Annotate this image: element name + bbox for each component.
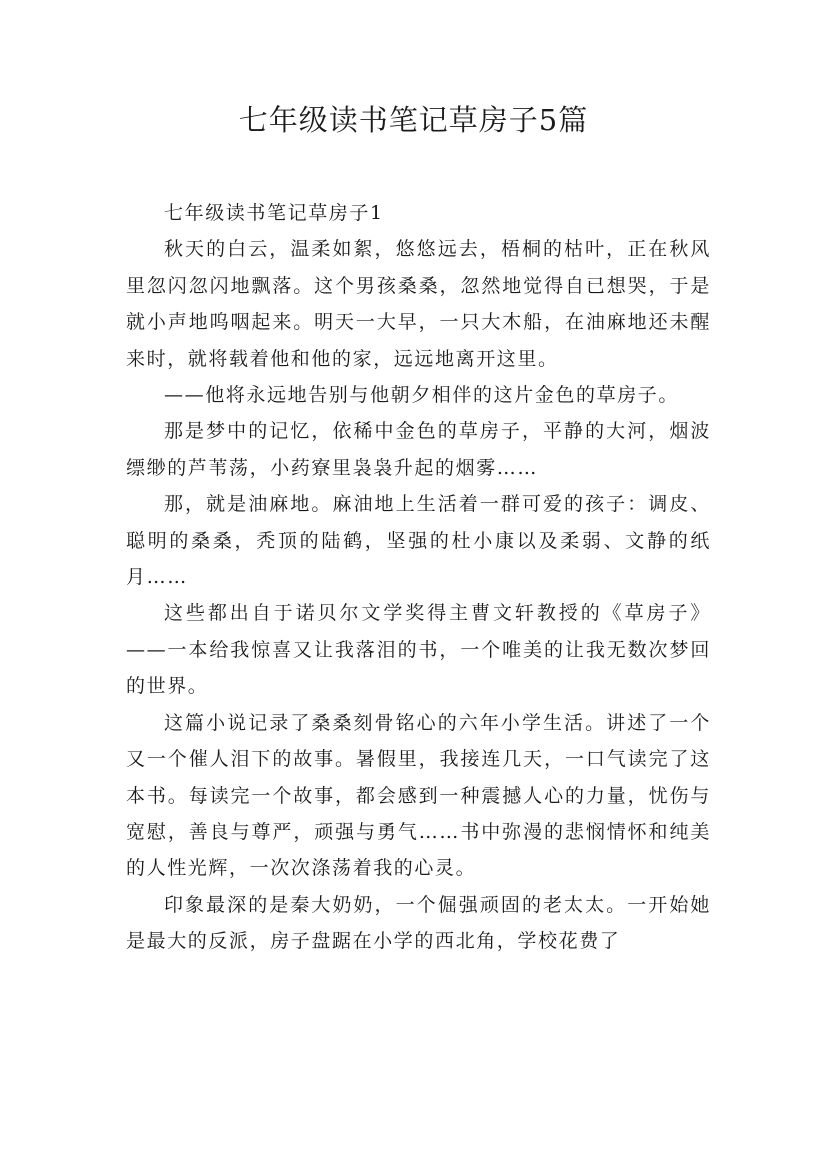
- document-title: 七年级读书笔记草房子5篇: [238, 103, 589, 137]
- paragraph: ——他将永远地告别与他朝夕相伴的这片金色的草房子。: [164, 384, 680, 407]
- paragraph: 那，就是油麻地。麻油地上生活着一群可爱的孩子：调皮、聪明的桑桑，秃顶的陆鹤，坚强的杜小康以及柔弱、文静的纸月……: [126, 493, 711, 589]
- section-heading: 七年级读书笔记草房子1: [164, 202, 384, 224]
- paragraph: 印象最深的是秦大奶奶，一个倔强顽固的老太太。一开始她是最大的反派，房子盘踞在小学的西北角，学校花费了: [126, 893, 711, 953]
- document-body: [126, 195, 711, 960]
- paragraph: 那是梦中的记忆，依稀中金色的草房子，平静的大河，烟波缥缈的芦苇荡，小药寮里袅袅升起的烟雾……: [126, 420, 711, 479]
- paragraph: 这篇小说记录了桑桑刻骨铭心的六年小学生活。讲述了一个又一个催人泪下的故事。暑假里，我接连几天，一口气读完了这本书。每读完一个故事，都会感到一种震撼人心的力量，忧伤与宽慰，善良与尊严，顽强与勇气……书中弥漫的悲悯情怀和纯美的人性光辉，一次次涤荡着我的心灵。: [126, 711, 711, 880]
- paragraph: 秋天的白云，温柔如絮，悠悠远去，梧桐的枯叶，正在秋风里忽闪忽闪地飘落。这个男孩桑桑，忽然地觉得自已想哭，于是就小声地呜咽起来。明天一大早，一只大木船，在油麻地还未醒来时，就将载着他和他的家，远远地离开这里。: [126, 238, 711, 370]
- paragraph: 这些都出自于诺贝尔文学奖得主曹文轩教授的《草房子》——一本给我惊喜又让我落泪的书，一个唯美的让我无数次梦回的世界。: [126, 602, 711, 698]
